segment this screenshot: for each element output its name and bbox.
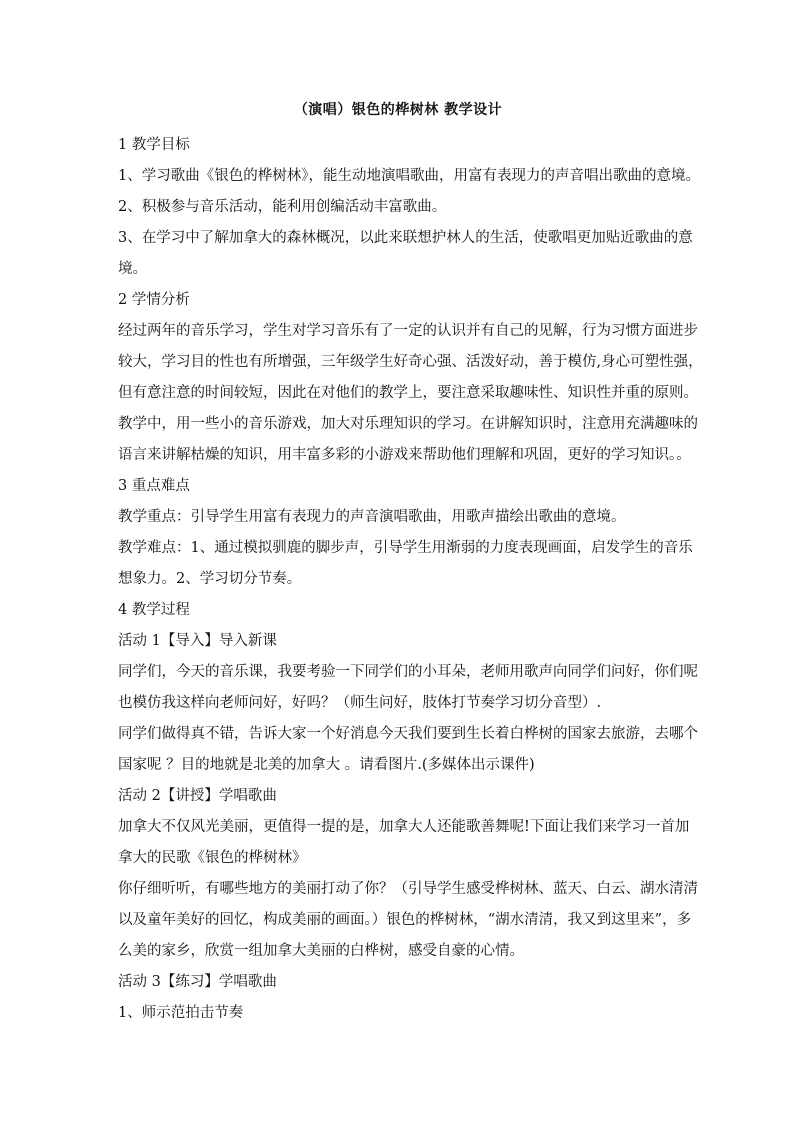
activity-2-line-4: 以及童年美好的回忆，构成美丽的画面。）银色的桦树林，“湖水清清，我又到这里来”，多 <box>118 912 692 928</box>
difficulty-line-1: 教学难点：1、通过模拟驯鹿的脚步声，引导学生用渐弱的力度表现画面，启发学生的音乐 <box>118 540 693 556</box>
activity-2-line-2: 拿大的民歌《银色的桦树林》 <box>118 850 307 866</box>
analysis-line-3: 但有意注意的时间较短，因此在对他们的教学上，要注意采取趣味性、知识性并重的原则。 <box>118 385 698 401</box>
objective-2: 2、积极参与音乐活动，能利用创编活动丰富歌曲。 <box>118 199 447 215</box>
activity-1-line-3: 同学们做得真不错，告诉大家一个好消息今天我们要到生长着白桦树的国家去旅游，去哪个 <box>118 726 698 742</box>
objective-3-line-1: 3、在学习中了解加拿大的森林概况，以此来联想护林人的生活，使歌唱更加贴近歌曲的意 <box>118 230 693 246</box>
section-heading-analysis: 2 学情分析 <box>118 292 190 308</box>
activity-3-heading: 活动 3【练习】学唱歌曲 <box>118 974 277 990</box>
activity-2-heading: 活动 2【讲授】学唱歌曲 <box>118 788 277 804</box>
analysis-line-1: 经过两年的音乐学习，学生对学习音乐有了一定的认识并有自己的见解，行为习惯方面进步 <box>118 323 698 339</box>
activity-2-line-3: 你仔细听听，有哪些地方的美丽打动了你？（引导学生感受桦树林、蓝天、白云、湖水清清 <box>118 881 698 897</box>
activity-2-line-1: 加拿大不仅风光美丽，更值得一提的是，加拿大人还能歌善舞呢!下面让我们来学习一首加 <box>118 819 690 835</box>
objective-3-line-2: 境。 <box>118 261 147 277</box>
analysis-line-2: 较大，学习目的性也有所增强，三年级学生好奇心强、活泼好动，善于模仿,身心可塑性强， <box>118 354 703 370</box>
activity-1-line-4: 国家呢 ？目的地就是北美的加拿大 。请看图片.(多媒体出示课件) <box>118 757 535 773</box>
analysis-line-4: 教学中，用一些小的音乐游戏，加大对乐理知识的学习。在讲解知识时，注意用充满趣味的 <box>118 416 698 432</box>
activity-1-line-2: 也模仿我这样向老师问好，好吗？（师生问好，肢体打节奏学习切分音型）. <box>118 695 602 711</box>
analysis-line-5: 语言来讲解枯燥的知识，用丰富多彩的小游戏来帮助他们理解和巩固，更好的学习知识。。 <box>118 447 691 463</box>
activity-1-heading: 活动 1【导入】导入新课 <box>118 633 277 649</box>
section-heading-key-points: 3 重点难点 <box>118 478 190 494</box>
document-body <box>118 130 703 1029</box>
activity-3-line-1: 1、师示范拍击节奏 <box>118 1005 244 1021</box>
section-heading-process: 4 教学过程 <box>118 602 190 618</box>
activity-1-line-1: 同学们，今天的音乐课，我要考验一下同学们的小耳朵，老师用歌声向同学们问好，你们呢 <box>118 664 698 680</box>
objective-1: 1、学习歌曲《银色的桦树林》，能生动地演唱歌曲，用富有表现力的声音唱出歌曲的意境。 <box>118 168 700 184</box>
section-heading-objectives: 1 教学目标 <box>118 137 190 153</box>
activity-2-line-5: 么美的家乡，欣赏一组加拿大美丽的白桦树，感受自豪的心情。 <box>118 943 524 959</box>
document-title: （演唱）银色的桦树林 教学设计 <box>293 102 503 118</box>
difficulty-line-2: 想象力。2、学习切分节奏。 <box>118 571 302 587</box>
key-point: 教学重点：引导学生用富有表现力的声音演唱歌曲，用歌声描绘出歌曲的意境。 <box>118 509 626 525</box>
document-page <box>118 100 703 1029</box>
